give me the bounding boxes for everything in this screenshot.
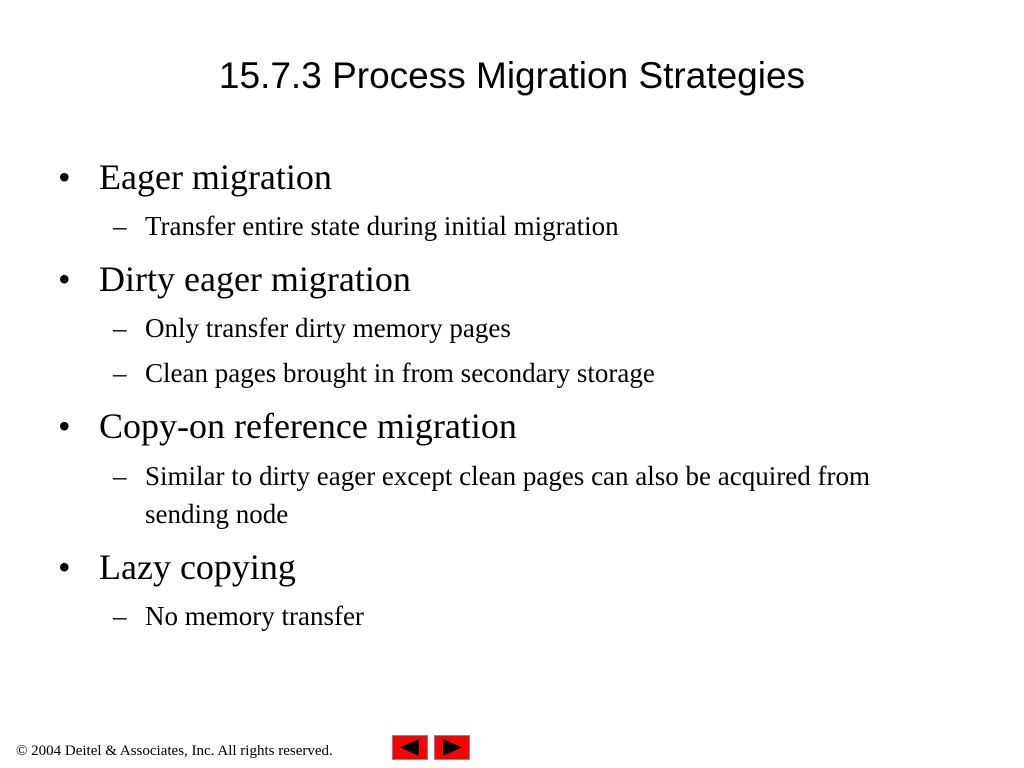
sub-bullet-label: Only transfer dirty memory pages (145, 313, 511, 343)
copyright-footer: © 2004 Deitel & Associates, Inc. All rights reserved. (16, 743, 333, 759)
sub-bullet-marker: – (113, 461, 127, 491)
bullet-marker: • (58, 259, 71, 299)
slide-title: 15.7.3 Process Migration Strategies (218, 55, 806, 96)
sub-bullet-marker: – (113, 601, 127, 631)
next-slide-button[interactable] (434, 735, 470, 760)
left-arrow-icon (393, 736, 427, 759)
sub-bullet-label: No memory transfer (145, 601, 364, 631)
sub-bullet-marker: – (113, 211, 127, 241)
sub-bullet-marker: – (113, 358, 127, 388)
sub-bullet-marker: – (113, 313, 127, 343)
bullet-label: Lazy copying (99, 547, 296, 587)
bullet-label: Copy-on reference migration (99, 406, 517, 446)
bullet-marker: • (58, 157, 71, 197)
sub-bullet-label: Similar to dirty eager except clean pages can also be acquired from sending node (145, 461, 870, 529)
bullet-marker: • (58, 406, 71, 446)
bullet-label: Dirty eager migration (99, 259, 411, 299)
sub-bullet-label: Transfer entire state during initial migration (145, 211, 619, 241)
sub-bullet-label: Clean pages brought in from secondary storage (145, 358, 655, 388)
bullet-label: Eager migration (99, 157, 332, 197)
previous-slide-button[interactable] (392, 735, 428, 760)
right-arrow-icon (435, 736, 469, 759)
bullet-marker: • (58, 547, 71, 587)
